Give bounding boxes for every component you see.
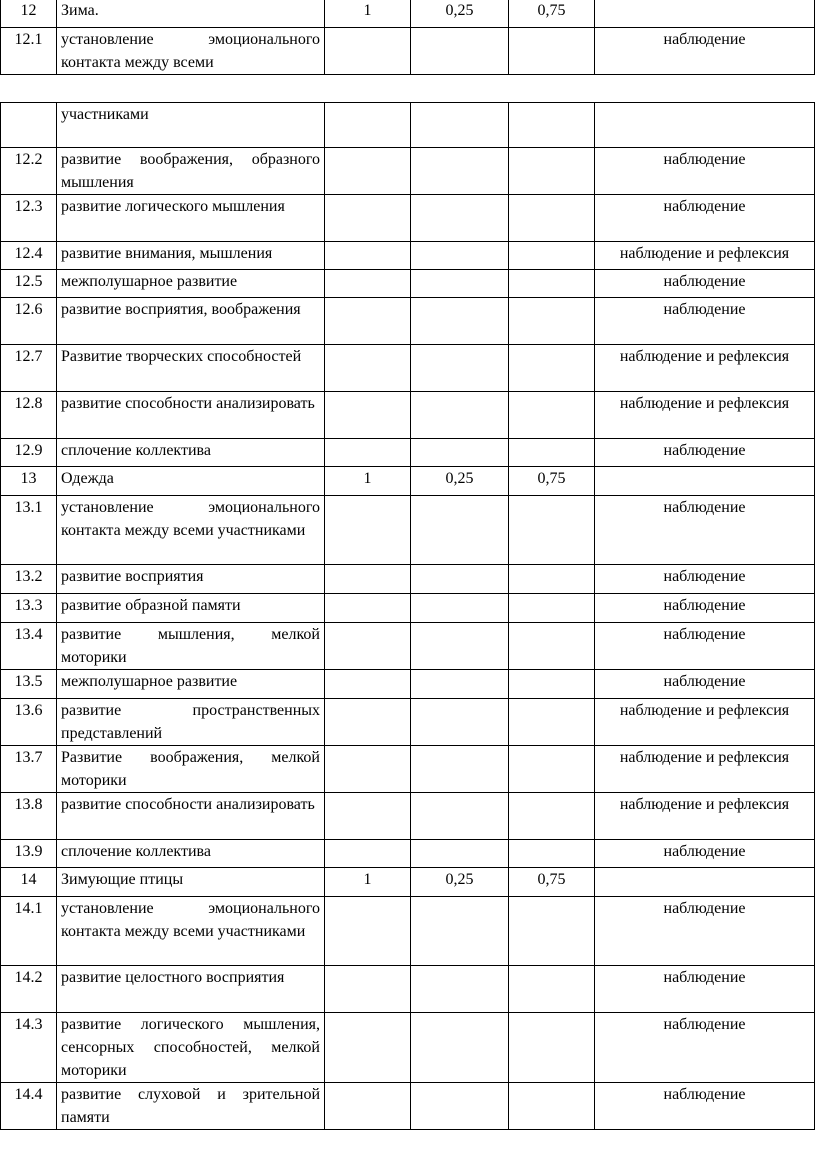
table-row	[1, 148, 815, 195]
total-hours: 1	[325, 868, 411, 897]
row-name: развитие способности анализировать	[57, 793, 325, 840]
row-number: 12.9	[1, 439, 57, 467]
row-name: установление эмоционального контакта между всеми участниками	[57, 897, 325, 966]
practice-hours: 0,75	[509, 467, 595, 496]
total-hours	[325, 793, 411, 840]
theory-hours	[411, 103, 509, 148]
total-hours: 1	[325, 467, 411, 496]
table-row	[1, 840, 815, 868]
control-form: наблюдение	[595, 897, 815, 966]
practice-hours	[509, 623, 595, 670]
row-name: развитие слуховой и зрительной памяти	[57, 1083, 325, 1130]
control-form: наблюдение	[595, 298, 815, 345]
table-row	[1, 467, 815, 496]
row-name: установление эмоционального контакта между всеми участниками	[57, 496, 325, 565]
row-name: сплочение коллектива	[57, 840, 325, 868]
theory-hours	[411, 670, 509, 699]
row-number: 13.9	[1, 840, 57, 868]
row-number: 12.1	[1, 28, 57, 75]
table-row	[1, 594, 815, 623]
table-row	[1, 270, 815, 298]
row-name: Зима.	[57, 0, 325, 28]
table-row	[1, 103, 815, 148]
row-number: 14.4	[1, 1083, 57, 1130]
practice-hours	[509, 242, 595, 270]
theory-hours	[411, 565, 509, 594]
program-table-main	[0, 102, 815, 1130]
total-hours	[325, 623, 411, 670]
row-name: развитие восприятия	[57, 565, 325, 594]
row-number: 12	[1, 0, 57, 28]
practice-hours	[509, 270, 595, 298]
row-name: межполушарное развитие	[57, 270, 325, 298]
theory-hours	[411, 298, 509, 345]
table-row	[1, 439, 815, 467]
control-form: наблюдение	[595, 565, 815, 594]
total-hours	[325, 28, 411, 75]
table-row	[1, 0, 815, 28]
row-name: развитие образной памяти	[57, 594, 325, 623]
table-row	[1, 793, 815, 840]
row-number: 13.4	[1, 623, 57, 670]
total-hours	[325, 699, 411, 746]
control-form: наблюдение	[595, 1013, 815, 1083]
theory-hours: 0,25	[411, 868, 509, 897]
control-form: наблюдение	[595, 496, 815, 565]
practice-hours	[509, 897, 595, 966]
total-hours	[325, 298, 411, 345]
practice-hours	[509, 28, 595, 75]
table-row	[1, 242, 815, 270]
row-name: развитие целостного восприятия	[57, 966, 325, 1013]
row-name: развитие пространственных представлений	[57, 699, 325, 746]
control-form	[595, 868, 815, 897]
theory-hours	[411, 793, 509, 840]
total-hours	[325, 840, 411, 868]
theory-hours	[411, 345, 509, 392]
row-number: 13.1	[1, 496, 57, 565]
control-form: наблюдение и рефлексия	[595, 746, 815, 793]
table-row	[1, 496, 815, 565]
total-hours	[325, 242, 411, 270]
row-number: 12.5	[1, 270, 57, 298]
row-number: 14.2	[1, 966, 57, 1013]
row-name: сплочение коллектива	[57, 439, 325, 467]
practice-hours: 0,75	[509, 868, 595, 897]
total-hours	[325, 897, 411, 966]
table-row	[1, 195, 815, 242]
row-number: 12.8	[1, 392, 57, 439]
row-name: развитие воображения, образного мышления	[57, 148, 325, 195]
total-hours	[325, 565, 411, 594]
practice-hours: 0,75	[509, 0, 595, 28]
row-name: развитие способности анализировать	[57, 392, 325, 439]
row-number	[1, 103, 57, 148]
total-hours	[325, 270, 411, 298]
theory-hours	[411, 439, 509, 467]
control-form	[595, 0, 815, 28]
theory-hours	[411, 623, 509, 670]
practice-hours	[509, 594, 595, 623]
row-number: 12.4	[1, 242, 57, 270]
total-hours	[325, 966, 411, 1013]
table-row	[1, 28, 815, 75]
theory-hours	[411, 270, 509, 298]
control-form: наблюдение и рефлексия	[595, 242, 815, 270]
row-number: 12.2	[1, 148, 57, 195]
row-name: развитие мышления, мелкой моторики	[57, 623, 325, 670]
practice-hours	[509, 345, 595, 392]
total-hours	[325, 392, 411, 439]
table-row	[1, 1013, 815, 1083]
row-name: участниками	[57, 103, 325, 148]
total-hours	[325, 195, 411, 242]
practice-hours	[509, 1083, 595, 1130]
total-hours	[325, 345, 411, 392]
practice-hours	[509, 392, 595, 439]
control-form: наблюдение	[595, 594, 815, 623]
table-row	[1, 345, 815, 392]
table-row	[1, 623, 815, 670]
control-form: наблюдение и рефлексия	[595, 392, 815, 439]
total-hours	[325, 148, 411, 195]
control-form: наблюдение	[595, 195, 815, 242]
row-number: 13.6	[1, 699, 57, 746]
row-number: 14.3	[1, 1013, 57, 1083]
total-hours	[325, 1083, 411, 1130]
row-number: 13.3	[1, 594, 57, 623]
practice-hours	[509, 1013, 595, 1083]
theory-hours	[411, 699, 509, 746]
practice-hours	[509, 148, 595, 195]
control-form: наблюдение и рефлексия	[595, 345, 815, 392]
practice-hours	[509, 496, 595, 565]
table-row	[1, 298, 815, 345]
table-row	[1, 392, 815, 439]
table-row	[1, 897, 815, 966]
total-hours	[325, 496, 411, 565]
table-row	[1, 868, 815, 897]
control-form: наблюдение	[595, 270, 815, 298]
control-form: наблюдение и рефлексия	[595, 793, 815, 840]
row-name: Развитие воображения, мелкой моторики	[57, 746, 325, 793]
row-name: межполушарное развитие	[57, 670, 325, 699]
row-number: 14	[1, 868, 57, 897]
total-hours	[325, 103, 411, 148]
table-row	[1, 966, 815, 1013]
practice-hours	[509, 966, 595, 1013]
program-table-top	[0, 0, 815, 75]
theory-hours	[411, 897, 509, 966]
row-number: 13.5	[1, 670, 57, 699]
theory-hours	[411, 28, 509, 75]
theory-hours	[411, 496, 509, 565]
total-hours	[325, 439, 411, 467]
theory-hours	[411, 594, 509, 623]
total-hours	[325, 746, 411, 793]
practice-hours	[509, 670, 595, 699]
theory-hours: 0,25	[411, 467, 509, 496]
row-name: Зимующие птицы	[57, 868, 325, 897]
control-form: наблюдение и рефлексия	[595, 699, 815, 746]
practice-hours	[509, 439, 595, 467]
row-number: 12.7	[1, 345, 57, 392]
control-form: наблюдение	[595, 1083, 815, 1130]
row-name: Одежда	[57, 467, 325, 496]
practice-hours	[509, 746, 595, 793]
row-name: развитие логического мышления, сенсорных способностей, мелкой моторики	[57, 1013, 325, 1083]
theory-hours: 0,25	[411, 0, 509, 28]
row-number: 14.1	[1, 897, 57, 966]
row-number: 13.2	[1, 565, 57, 594]
row-name: установление эмоционального контакта между всеми	[57, 28, 325, 75]
control-form: наблюдение	[595, 28, 815, 75]
table-row	[1, 699, 815, 746]
control-form: наблюдение	[595, 966, 815, 1013]
control-form	[595, 467, 815, 496]
theory-hours	[411, 966, 509, 1013]
control-form: наблюдение	[595, 439, 815, 467]
total-hours	[325, 594, 411, 623]
theory-hours	[411, 746, 509, 793]
practice-hours	[509, 699, 595, 746]
theory-hours	[411, 392, 509, 439]
theory-hours	[411, 195, 509, 242]
total-hours	[325, 670, 411, 699]
control-form	[595, 103, 815, 148]
practice-hours	[509, 298, 595, 345]
row-name: развитие восприятия, воображения	[57, 298, 325, 345]
control-form: наблюдение	[595, 623, 815, 670]
practice-hours	[509, 840, 595, 868]
row-number: 13.7	[1, 746, 57, 793]
row-number: 12.3	[1, 195, 57, 242]
theory-hours	[411, 1083, 509, 1130]
practice-hours	[509, 195, 595, 242]
total-hours	[325, 1013, 411, 1083]
control-form: наблюдение	[595, 148, 815, 195]
theory-hours	[411, 840, 509, 868]
practice-hours	[509, 103, 595, 148]
control-form: наблюдение	[595, 670, 815, 699]
table-row	[1, 1083, 815, 1130]
total-hours: 1	[325, 0, 411, 28]
row-number: 13.8	[1, 793, 57, 840]
table-row	[1, 670, 815, 699]
row-name: развитие логического мышления	[57, 195, 325, 242]
theory-hours	[411, 1013, 509, 1083]
theory-hours	[411, 242, 509, 270]
theory-hours	[411, 148, 509, 195]
practice-hours	[509, 565, 595, 594]
row-number: 12.6	[1, 298, 57, 345]
row-number: 13	[1, 467, 57, 496]
control-form: наблюдение	[595, 840, 815, 868]
row-name: Развитие творческих способностей	[57, 345, 325, 392]
table-row	[1, 565, 815, 594]
row-name: развитие внимания, мышления	[57, 242, 325, 270]
practice-hours	[509, 793, 595, 840]
table-row	[1, 746, 815, 793]
